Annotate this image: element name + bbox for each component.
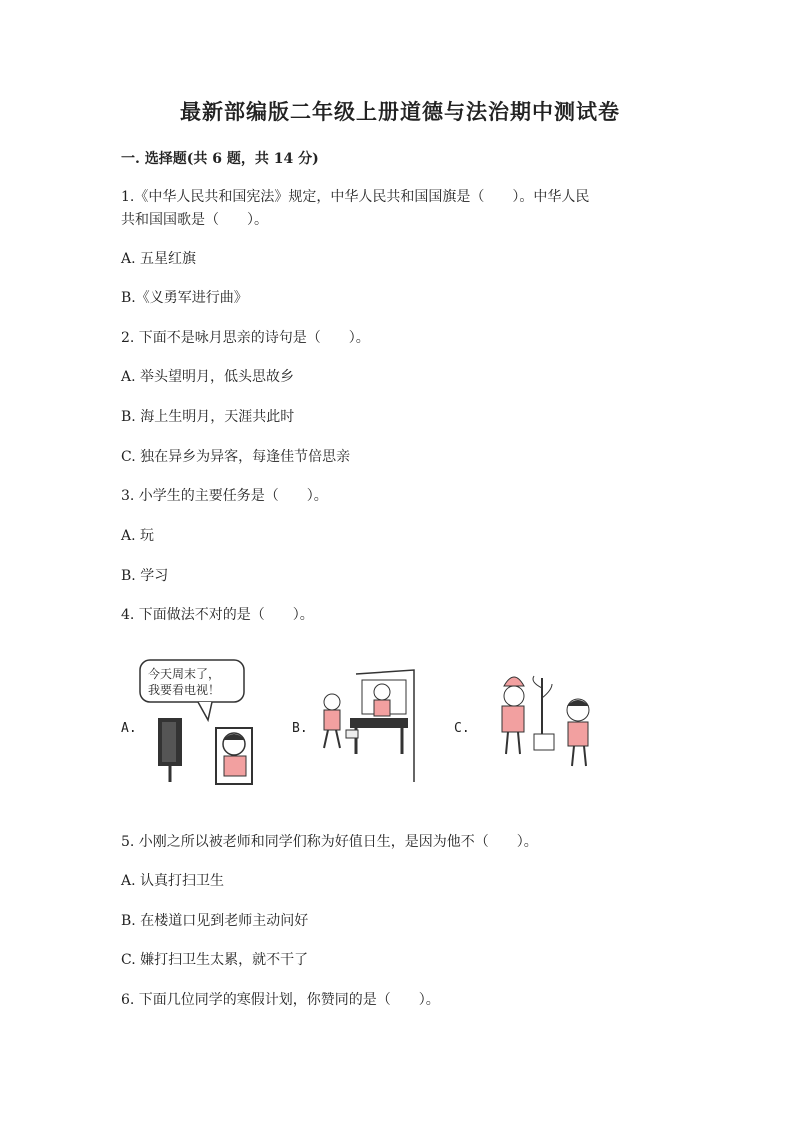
question-4-illustrations [118,658,618,790]
question-6-stem: 6. 下面几位同学的寒假计划，你赞同的是（ ）。 [121,992,440,1008]
question-3-stem: 3. 小学生的主要任务是（ ）。 [121,488,328,504]
option-b-letter: B. [292,721,308,736]
question-1-option-b: B.《义勇军进行曲》 [121,290,248,306]
question-5-option-b: B. 在楼道口见到老师主动问好 [121,913,309,929]
question-2-option-c: C. 独在异乡为异客，每逢佳节倍思亲 [121,449,351,465]
question-1-line-1: 1.《中华人民共和国宪法》规定，中华人民共和国国旗是（ ）。中华人民 [121,189,590,205]
tree-planting-illustration [490,658,610,790]
tv-watching-illustration [138,658,268,790]
question-3-option-a: A. 玩 [121,528,155,544]
page-title: 最新部编版二年级上册道德与法治期中测试卷 [180,99,620,124]
option-c-letter: C. [454,721,470,736]
section-heading: 一. 选择题(共 6 题，共 14 分) [121,151,319,167]
question-3-option-b: B. 学习 [121,568,169,584]
speech-line-1: 今天周末了， [148,667,221,681]
question-1-line-2: 共和国国歌是（ ）。 [121,212,268,228]
speech-line-2: 我要看电视！ [148,683,221,697]
question-5-option-a: A. 认真打扫卫生 [121,873,225,889]
question-2-stem: 2. 下面不是咏月思亲的诗句是（ ）。 [121,330,370,346]
question-5-stem: 5. 小刚之所以被老师和同学们称为好值日生，是因为他不（ ）。 [121,834,538,850]
question-4-stem: 4. 下面做法不对的是（ ）。 [121,607,314,623]
option-a-letter: A. [121,721,137,736]
question-5-option-c: C. 嫌打扫卫生太累，就不干了 [121,952,309,968]
question-2-option-b: B. 海上生明月，天涯共此时 [121,409,295,425]
question-2-option-a: A. 举头望明月，低头思故乡 [121,369,295,385]
question-1-option-a: A. 五星红旗 [121,251,197,267]
desk-illustration [306,658,426,790]
